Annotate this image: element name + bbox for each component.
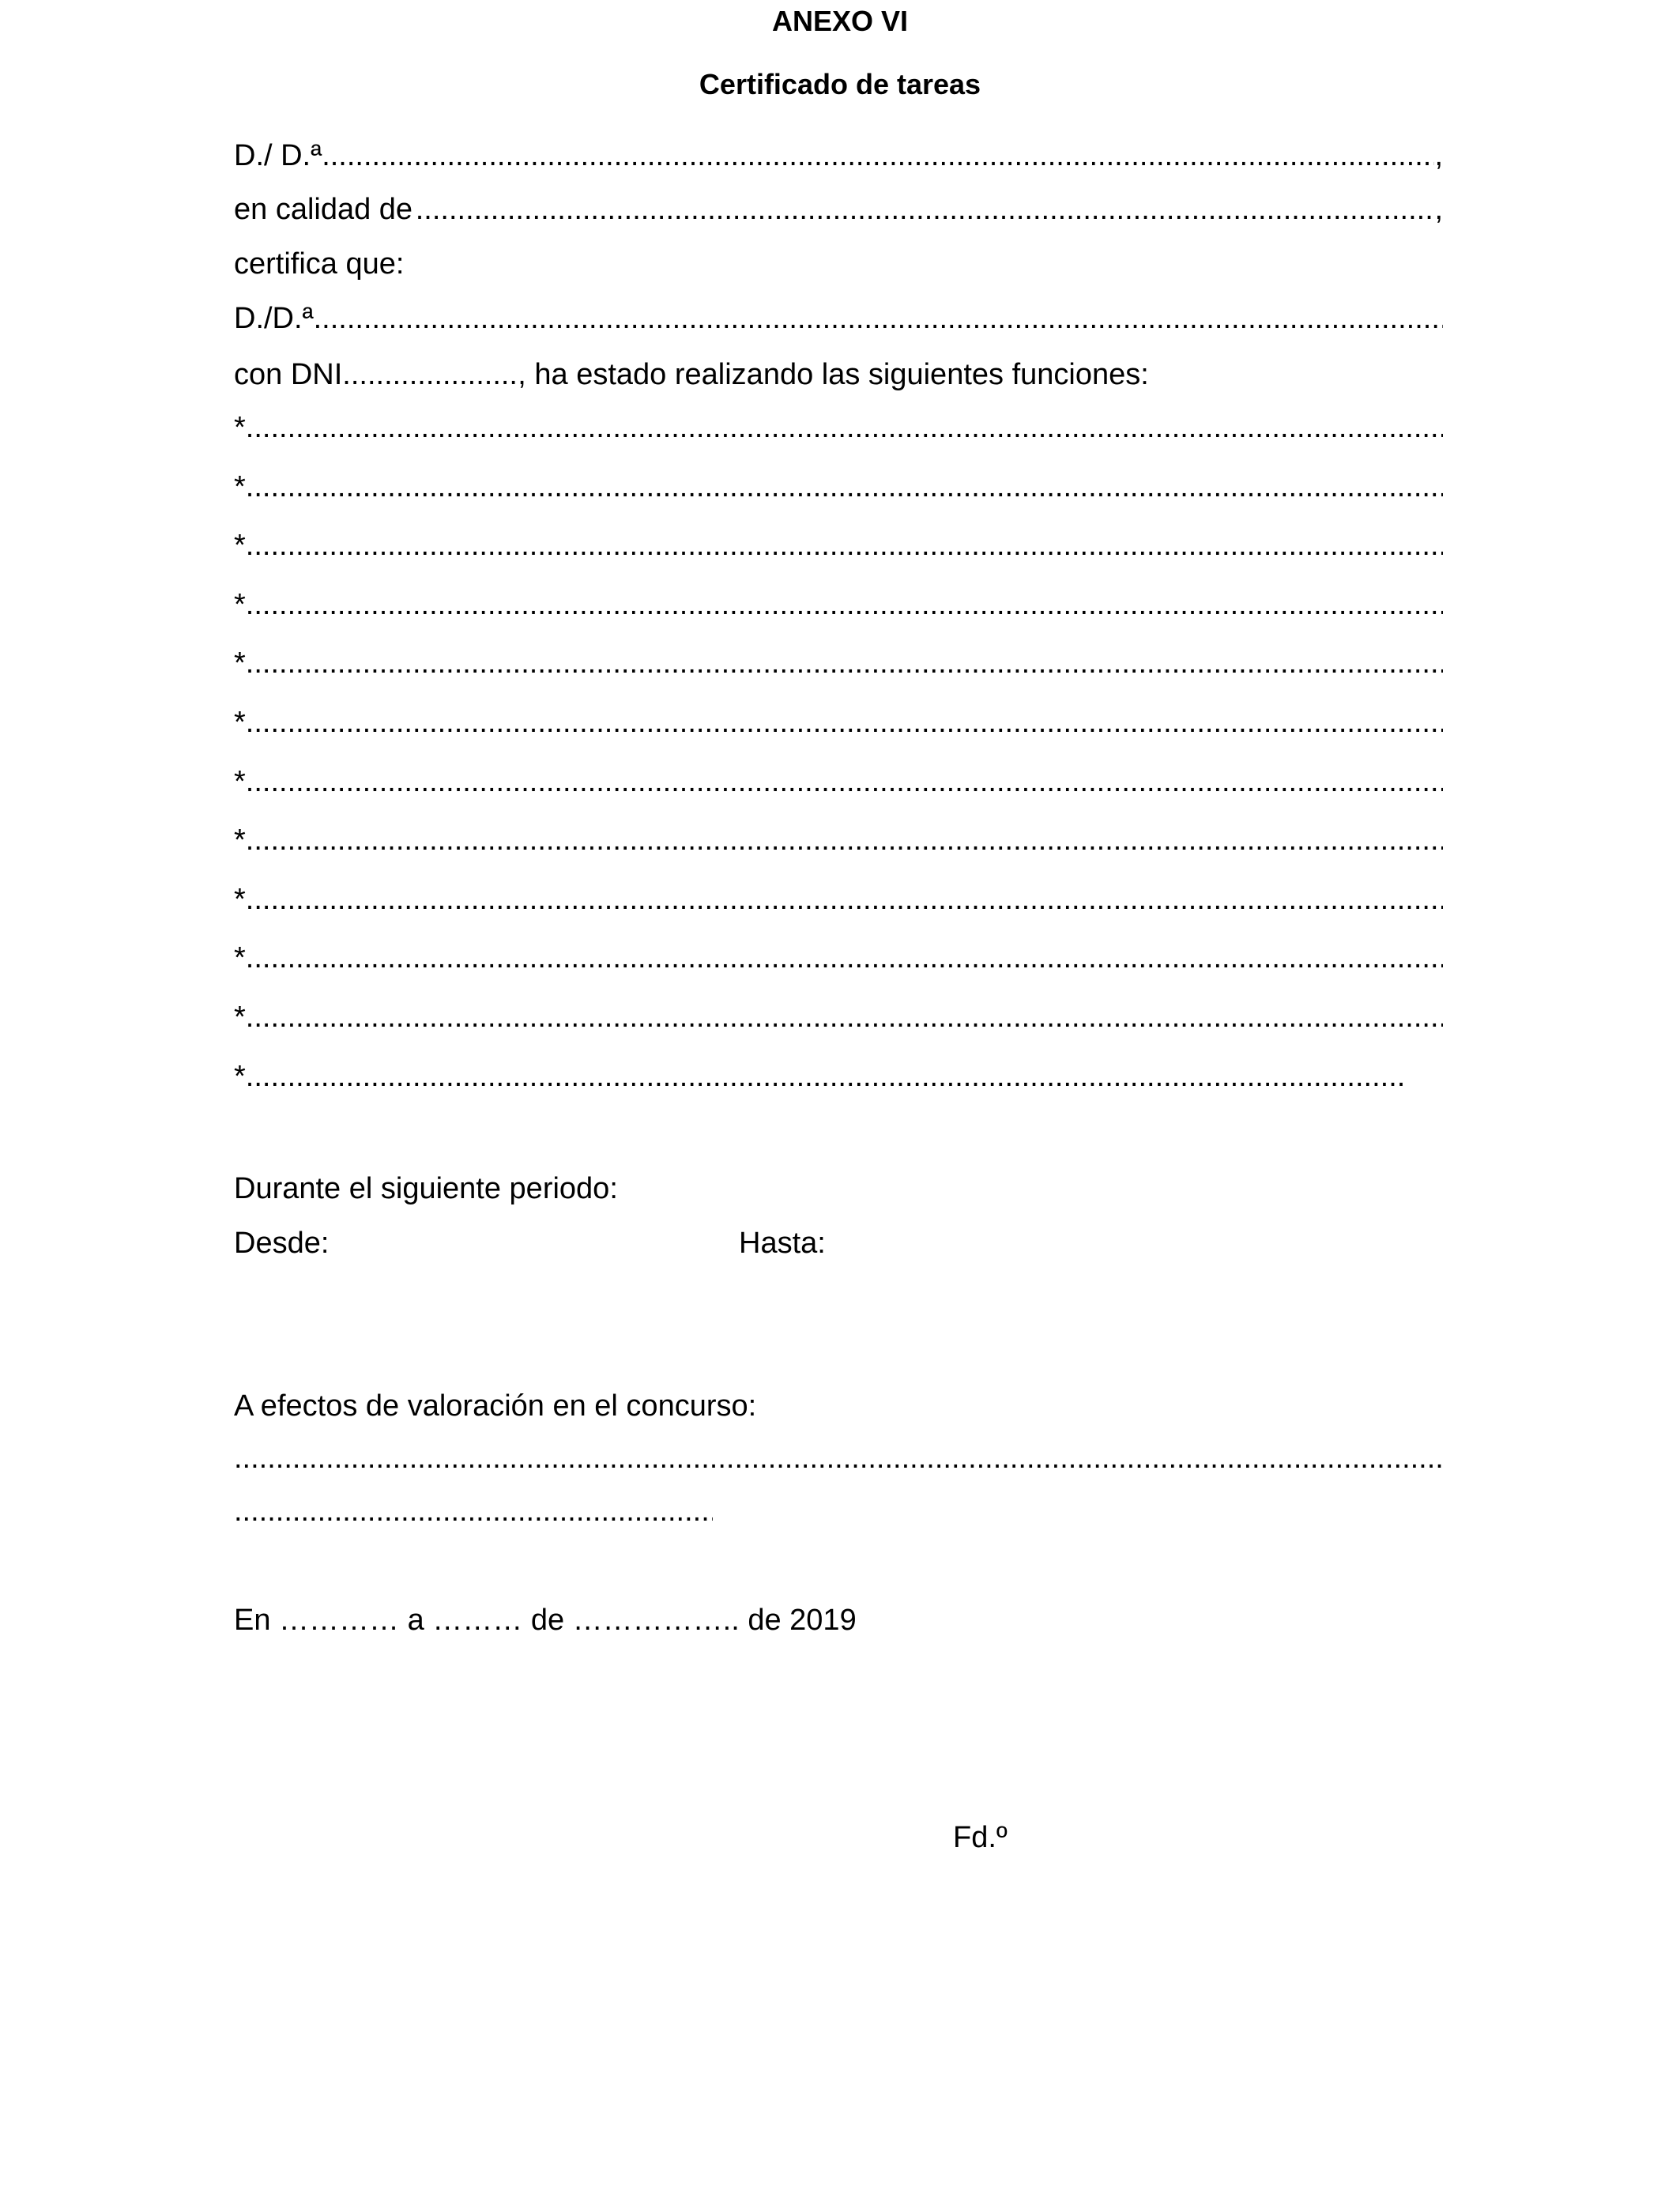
function-bullet: * xyxy=(234,1060,246,1093)
role-line xyxy=(234,194,1443,224)
function-line[interactable] xyxy=(234,884,1443,914)
period-label: Durante el siguiente periodo: xyxy=(234,1172,618,1205)
date-line: En ………… a ……… de …………….. de 2019 xyxy=(234,1604,857,1637)
function-bullet: * xyxy=(234,1001,246,1034)
from-label: Desde: xyxy=(234,1227,330,1260)
function-line[interactable] xyxy=(234,943,1443,973)
function-bullet: * xyxy=(234,765,246,798)
dni-suffix: , ha estado realizando las siguientes funciones: xyxy=(518,358,1149,391)
purpose-blank-line-1[interactable] xyxy=(234,1443,1443,1473)
function-bullet: * xyxy=(234,647,246,680)
function-line[interactable] xyxy=(234,530,1443,560)
function-blank[interactable] xyxy=(246,707,1443,737)
function-bullet: * xyxy=(234,588,246,621)
function-bullet: * xyxy=(234,941,246,974)
function-blank[interactable] xyxy=(246,1002,1443,1032)
function-blank[interactable] xyxy=(246,648,1443,678)
function-line[interactable] xyxy=(234,1061,1405,1091)
function-bullet: * xyxy=(234,529,246,562)
signer-name-blank[interactable] xyxy=(322,141,1434,171)
worker-name-blank[interactable] xyxy=(314,303,1443,334)
function-blank[interactable] xyxy=(246,472,1443,502)
function-line[interactable] xyxy=(234,648,1443,678)
function-bullet: * xyxy=(234,411,246,444)
function-line[interactable] xyxy=(234,472,1443,502)
function-blank[interactable] xyxy=(246,943,1443,973)
function-line[interactable] xyxy=(234,1002,1443,1032)
certifies-label: certifica que: xyxy=(234,247,405,281)
function-blank[interactable] xyxy=(246,884,1443,914)
function-bullet: * xyxy=(234,883,246,916)
role-suffix: , xyxy=(1434,193,1443,226)
worker-line xyxy=(234,303,1443,334)
function-blank[interactable] xyxy=(246,530,1443,560)
annex-heading: ANEXO VI xyxy=(771,5,909,37)
to-label: Hasta: xyxy=(739,1227,826,1260)
function-line[interactable] xyxy=(234,413,1443,443)
dni-line xyxy=(234,360,1149,390)
document-title: Certificado de tareas xyxy=(699,68,981,100)
role-prefix: en calidad de xyxy=(234,193,413,226)
signer-line xyxy=(234,141,1443,171)
function-blank[interactable] xyxy=(246,825,1443,855)
function-bullet: * xyxy=(234,706,246,739)
signature-label: Fd.º xyxy=(953,1821,1008,1854)
function-line[interactable] xyxy=(234,590,1443,620)
function-bullet: * xyxy=(234,824,246,857)
function-blank[interactable] xyxy=(246,767,1443,797)
worker-prefix: D./D.ª xyxy=(234,302,314,335)
function-bullet: * xyxy=(234,470,246,503)
purpose-label: A efectos de valoración en el concurso: xyxy=(234,1389,757,1423)
dni-blank[interactable] xyxy=(342,360,518,390)
function-blank[interactable] xyxy=(246,1061,1405,1091)
role-blank[interactable] xyxy=(416,194,1435,224)
signer-prefix: D./ D.ª xyxy=(234,139,322,172)
purpose-blank-line-2[interactable] xyxy=(234,1496,713,1526)
function-line[interactable] xyxy=(234,825,1443,855)
dni-prefix: con DNI xyxy=(234,358,343,391)
signer-suffix: , xyxy=(1434,139,1443,172)
function-line[interactable] xyxy=(234,707,1443,737)
function-blank[interactable] xyxy=(246,413,1443,443)
function-blank[interactable] xyxy=(246,590,1443,620)
function-line[interactable] xyxy=(234,767,1443,797)
